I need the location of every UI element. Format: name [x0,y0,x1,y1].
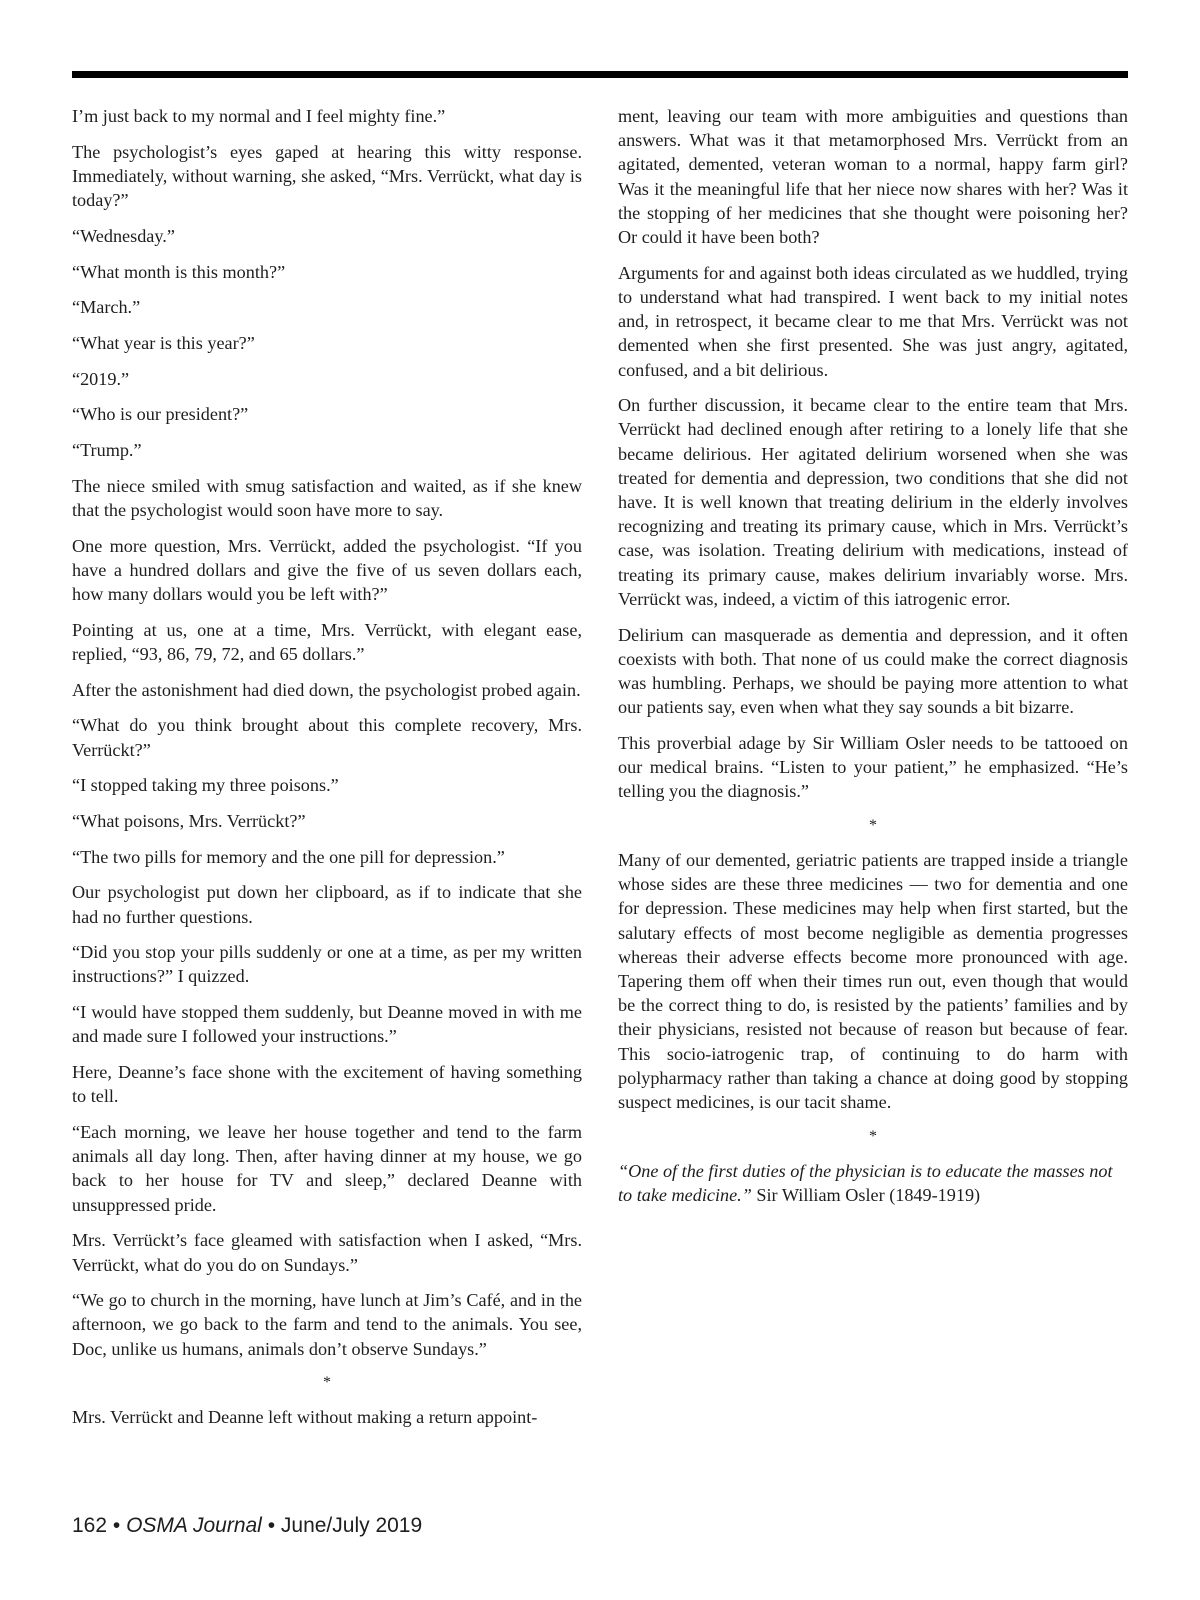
osler-quote: “One of the first duties of the physician is to educate the masses not to take medicine.” [618,1160,1113,1205]
paragraph: “What year is this year?” [72,332,255,353]
page-number: 162 [72,1514,108,1537]
left-column [72,104,582,1441]
paragraph: Our psychologist put down her clipboard, as if to indicate that she had no further questions. [72,882,582,927]
paragraph: “What month is this month?” [72,261,286,282]
paragraph: “I would have stopped them suddenly, but Deanne moved in with me and made sure I followed your instructions.” [72,1002,582,1047]
paragraph: Pointing at us, one at a time, Mrs. Verrückt, with elegant ease, replied, “93, 86, 79, 72, and 65 dollars.” [72,619,582,664]
paragraph: Here, Deanne’s face shone with the excitement of having something to tell. [72,1062,582,1107]
paragraph: “I stopped taking my three poisons.” [72,775,339,796]
paragraph: “Who is our president?” [72,404,249,425]
paragraph: Many of our demented, geriatric patients are trapped inside a triangle whose sides are these three medicines — two for dementia and one for depression. These medicines may help when first started, but the salutary effects of most become negligible as dementia progresses whereas their adverse effects become more pronounced with age. Tapering them off when their times run out, even though that would be the correct thing to do, is resisted by the patients’ families and by their physicians, resisted not because of reason but because of fear. This socio-iatrogenic trap, of continuing to do harm with polypharmacy rather than taking a chance at doing good by stopping suspect medicines, is our tacit shame. [618,849,1128,1113]
paragraph: Mrs. Verrückt and Deanne left without making a return appoint- [72,1407,538,1428]
paragraph: “The two pills for memory and the one pill for depression.” [72,846,505,867]
section-separator: * [323,1374,331,1392]
top-rule [72,71,1128,78]
section-separator: * [869,816,877,834]
paragraph: Delirium can masquerade as dementia and depression, and it often coexists with both. That none of us could make the correct diagnosis was humbling. Perhaps, we should be paying more attention to what our patients say, even when what they say sounds a bit bizarre. [618,624,1128,718]
paragraph: “Did you stop your pills suddenly or one at a time, as per my written instructions?” I quizzed. [72,942,582,987]
paragraph: “March.” [72,297,141,318]
paragraph: “Trump.” [72,440,142,461]
paragraph: The niece smiled with smug satisfaction and waited, as if she knew that the psychologist would soon have more to say. [72,475,582,520]
paragraph: One more question, Mrs. Verrückt, added the psychologist. “If you have a hundred dollars and give the five of us seven dollars each, how many dollars would you be left with?” [72,535,582,605]
paragraph: The psychologist’s eyes gaped at hearing this witty response. Immediately, without warning, she asked, “Mrs. Verrückt, what day is today?” [72,141,582,211]
page-footer [72,1514,422,1538]
paragraph: I’m just back to my normal and I feel mighty fine.” [72,106,446,126]
section-separator: * [869,1127,877,1145]
journal-name: OSMA Journal [126,1514,262,1537]
paragraph: “2019.” [72,368,130,389]
paragraph: “Wednesday.” [72,225,175,246]
paragraph: “Each morning, we leave her house together and tend to the farm animals all day long. Then, after having dinner at my house, we go back to her house for TV and sleep,” declared Deanne with unsuppressed pride. [72,1122,582,1215]
footer-bullet: • [261,1514,281,1537]
paragraph: “What do you think brought about this complete recovery, Mrs. Verrückt?” [72,715,582,760]
paragraph: This proverbial adage by Sir William Osler needs to be tattooed on our medical brains. “Listen to your patient,” he emphasized. “He’s telling you the diagnosis.” [618,732,1128,802]
footer-bullet: • [107,1514,127,1537]
closing-quote-paragraph [618,1159,1128,1207]
paragraph: ment, leaving our team with more ambiguities and questions than answers. What was it that metamorphosed Mrs. Verrückt from an agitated, demented, veteran woman to a normal, happy farm girl? Was it the meaningful life that her niece now shares with her? Was it the stopping of her medicines that she thought were poisoning her? Or could it have been both? [618,106,1128,248]
paragraph: “We go to church in the morning, have lunch at Jim’s Café, and in the afternoon, we go back to the farm and tend to the animals. You see, Doc, unlike us humans, animals don’t observe Sundays.” [72,1290,582,1359]
paragraph: After the astonishment had died down, the psychologist probed again. [72,679,581,700]
issue-date: June/July 2019 [280,1514,423,1537]
paragraph: Arguments for and against both ideas circulated as we huddled, trying to understand what had transpired. I went back to my initial notes and, in retrospect, it became clear to me that Mrs. Verrückt was not demented when she first presented. She was just angry, agitated, confused, and a bit delirious. [618,262,1128,380]
paragraph: “What poisons, Mrs. Verrückt?” [72,810,306,831]
paragraph: Mrs. Verrückt’s face gleamed with satisfaction when I asked, “Mrs. Verrückt, what do you do on Sundays.” [72,1230,582,1275]
paragraph: On further discussion, it became clear to the entire team that Mrs. Verrückt had declined enough after retiring to a lonely life that she became delirious. Her agitated delirium worsened when she was treated for dementia and depression, two conditions that she did not have. It is well known that treating delirium in the elderly involves recognizing and treating its primary cause, which in Mrs. Verrückt’s case, was isolation. Treating delirium with medications, instead of treating its primary cause, makes delirium invariably worse. Mrs. Verrückt was, indeed, a victim of this iatrogenic error. [618,395,1128,609]
osler-attribution: Sir William Osler (1849-1919) [751,1184,981,1205]
right-column [618,104,1128,1219]
